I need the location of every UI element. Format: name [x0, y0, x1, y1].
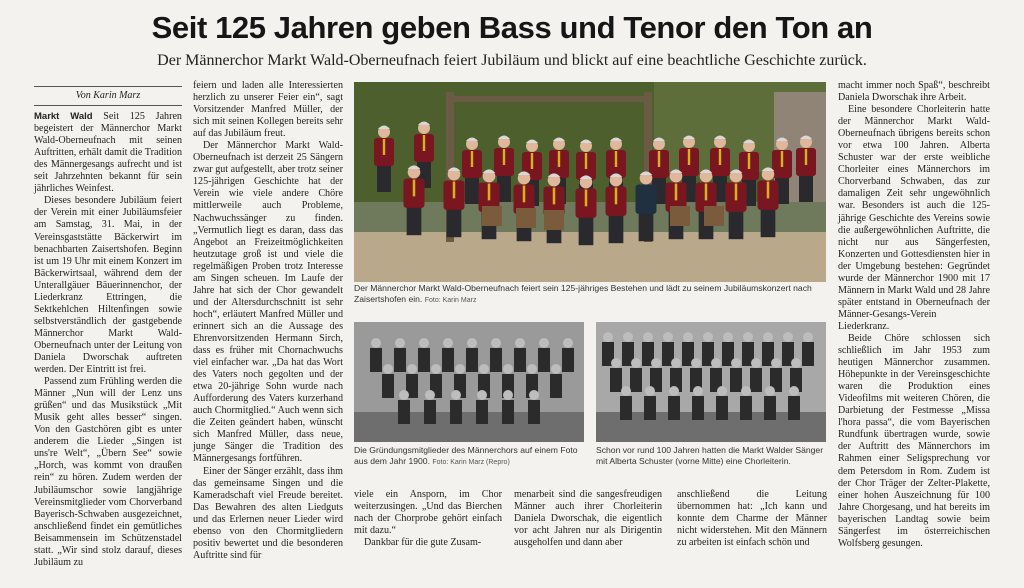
historic-member: [382, 364, 394, 398]
headline: Seit 125 Jahren geben Bass und Tenor den Ton an: [151, 10, 873, 45]
historic-member: [644, 386, 656, 420]
historic-member: [424, 390, 436, 424]
paragraph: Markt Wald Seit 125 Jahren begeistert der Männerchor Markt Wald-Oberneufnach mit seinen Auftritten, erhält damit die Tradition des Männergesangs aufrecht und ist seit Jahrzehnten bekannt für sein jährliches Weinfest.: [34, 111, 182, 195]
historic-member: [750, 358, 762, 392]
historic-member: [398, 390, 410, 424]
historic-member: [610, 358, 622, 392]
article-column-2: [193, 80, 343, 561]
paragraph: macht immer noch Spaß“, beschreibt Daniela Dworschak ihre Arbeit.: [838, 80, 990, 104]
historic-photo-chorleiterin-caption: Schon vor rund 100 Jahren hatten die Markt Walder Sänger mit Alberta Schuster (vorne Mitte) eine Chorleiterin.: [596, 445, 824, 466]
historic-member: [450, 390, 462, 424]
chair: [544, 210, 564, 230]
article-column-4: [514, 489, 662, 551]
chair: [670, 206, 690, 226]
dateline: Markt Wald: [34, 111, 93, 123]
article-column-5: [677, 489, 827, 551]
historic-member: [418, 338, 430, 372]
paragraph: Der Männerchor Markt Wald-Oberneufnach ist derzeit 25 Sängern zwar gut aufgestellt, aber trotz seiner 125-jährigen Geschichte hat der Verein wie viele andere Chöre mittlerweile auch Probleme, Nachwuchssänger zu finden. „Vermutlich liegt es daran, dass das Angebot an Freizeitmöglichkeiten heutzutage groß ist und viele die regelmäßigen Proben trotz Interesse am Singen scheuen. Im Laufe der Jahre hat sich der Chor gewandelt und der Altersdurchschnitt ist sehr hoch“, erläutert Manfred Müller und erinnert sich an die Aussage des Ehrenvorsitzenden Hermann Sirch, dass es früher mit Chornachwuchs viel einfacher war. „Da hat das Wort des Vaters noch gegolten und der etwa 20-jährige Sohn wurde nach Aufforderung des Vaters kurzerhand auch Chormitglied.“ Auch wenn sich die Zeiten geändert haben, wünscht sich Manfred Müller, dass neue, junge Sänger die Tradition des Männergesangs fortführen.: [193, 140, 343, 465]
paragraph: Beide Chöre schlossen sich schließlich im Jahr 1953 zum heutigen Männerchor zusammen. Höhepunkte in der Vereinsgeschichte waren die Produktion eines Videofilms mit weiteren Chören, die Darbietung der Festmesse „Missa l'hora passa“, die vom Bayerischen Rundfunk übertragen wurde, sowie der Auftritt des Männerchors im Rahmen einer Seligsprechung vor dem Petersdom in Rom. Zudem ist der Chor Träger der Zelter-Plakette, einer hohen Auszeichnung für 100 Jahre Chorgesang, und hat bereits im bayerischen Landtag sowie beim Sängerfest im österreichischen Wolfsberg gesungen.: [838, 332, 990, 549]
historic-member: [620, 386, 632, 420]
historic-member: [442, 338, 454, 372]
article-column-6: [838, 80, 990, 556]
subheadline: Der Männerchor Markt Wald-Oberneufnach feiert Jubiläum und blickt auf eine beachtliche Geschichte zurück.: [157, 52, 867, 69]
paragraph: viele ein Ansporn, im Chor weiterzusingen. „Und das Bierchen nach der Chorprobe gehört einfach mit dazu.“: [354, 489, 502, 537]
paragraph: Eine besondere Chorleiterin hatte der Männerchor Markt Wald-Oberneufnach übrigens bereits schon vor etwa 100 Jahren. Alberta Schuster war der erste weibliche Chorleiter eines Männerchors im Chorverband Schwaben, das zur damaligen Zeit sehr ungewöhnlich war. Besonders ist auch die 125-jährige Geschichte des Vereins sowie die außergewöhnlichen Auftritte, die nicht nur aus Sängerfesten, Konzerten und Gottesdiensten hier in der Umgebung bestehen: Gegründet wurde der Männerchor 1900 mit 17 Männern in Markt Wald und 28 Jahre später entstand in Oberneufnach der Männer-Gesangs-Verein Liederkranz.: [838, 104, 990, 332]
historic-member: [740, 386, 752, 420]
chair: [516, 208, 536, 228]
main-choir-photo: [354, 82, 826, 282]
paragraph: Passend zum Frühling werden die Männer „Nun will der Lenz uns grüßen“ und das Musikstück „Mit Musik geht alles besser“ singen. Von den Gastchören gibt es unter anderem die Lieder „Singen ist uns're Welt“, „Übern See“ sowie „Horch, was kommt von draußen rein“ zu hören. Zudem werden der Jubiläumschor sowie langjährige Vereinsmitglieder vom Chorverband Bayerisch-Schwaben ausgezeichnet, anschließend findet ein gemütliches Beisammensein im Schützenstadel statt. „Wir sind stolz darauf, dieses Jubiläum zu: [34, 376, 182, 568]
historic-member: [692, 386, 704, 420]
chair: [482, 206, 502, 226]
historic-member: [562, 338, 574, 372]
historic-member: [370, 338, 382, 372]
historic-member: [538, 338, 550, 372]
paragraph: Dieses besondere Jubiläum feiert der Verein mit einer Jubiläumsfeier am Samstag, 31. Mai, in der Vereinsgaststätte Bäckerwirt im benachbarten Zaisertshofen. Beginn ist um 19 Uhr mit einem Konzert im Bäckerwirtsaal, während dem der Unterallgäuer Bäuerinnenchor, der Liederkranz Ettringen, die Sektkehlchen Hiltenfingen sowie selbstverständlich der gastgebende Männerchor Markt Wald-Oberneufnach unter der Leitung von Daniela Dworschak auftreten werden. Der Eintritt ist frei.: [34, 195, 182, 376]
paragraph: Dankbar für die gute Zusam-: [364, 537, 482, 549]
paragraph: Einer der Sänger erzählt, dass ihm das gemeinsame Singen und die Kameradschaft viel Freude bereitet. Das Bewahren des alten Liedguts und das Erlernen neuer Lieder wird ebenso von den Chormitgliedern positiv bewertet und die besonderen Auftritte sind für: [193, 465, 343, 561]
paragraph: anschließend die Leitung übernommen hat: „Ich kann und konnte dem Charme der Männer nicht widerstehen. Mit den Männern zu arbeiten ist einfach schön und: [677, 489, 827, 549]
historic-member: [802, 332, 814, 366]
chair: [704, 206, 724, 226]
historic-member: [668, 386, 680, 420]
article-column-1: [34, 86, 182, 568]
historic-member: [788, 386, 800, 420]
historic-photo-1900: [354, 322, 584, 442]
historic-member: [528, 390, 540, 424]
historic-member: [490, 338, 502, 372]
historic-member: [466, 338, 478, 372]
historic-member: [764, 386, 776, 420]
main-photo-caption: Der Männerchor Markt Wald-Oberneufnach feiert sein 125-jähriges Bestehen und lädt zu seinem Jubiläumskonzert nach Zaisertshofen ein. Foto: Karin Marz: [354, 283, 812, 304]
floor: [354, 412, 584, 442]
historic-photo-chorleiterin: [596, 322, 826, 442]
article-column-3: [354, 489, 502, 551]
historic-member: [394, 338, 406, 372]
historic-member: [730, 358, 742, 392]
paragraph: menarbeit sind die sangesfreudigen Männer auch ihrer Chorleiterin Daniela Dworschak, die eigentlich vor acht Jahren nur als Dirigentin ausgeholfen und dann aber: [514, 489, 662, 549]
historic-member: [502, 390, 514, 424]
pergola-beam: [446, 96, 652, 102]
historic-member: [716, 386, 728, 420]
historic-member: [630, 358, 642, 392]
byline: Von Karin Marz: [34, 86, 182, 106]
historic-member: [550, 364, 562, 398]
historic-member: [476, 390, 488, 424]
historic-photo-1900-caption: Die Gründungsmitglieder des Männerchors auf einem Foto aus dem Jahr 1900. Foto: Karin Marz (Repro): [354, 445, 578, 466]
historic-member: [514, 338, 526, 372]
paragraph: feiern und laden alle Interessierten herzlich zu unserer Feier ein“, sagt Vorsitzender Manfred Müller, der sich mit seinen Kollegen bereits sehr auf das Jubiläum freut.: [193, 80, 343, 140]
